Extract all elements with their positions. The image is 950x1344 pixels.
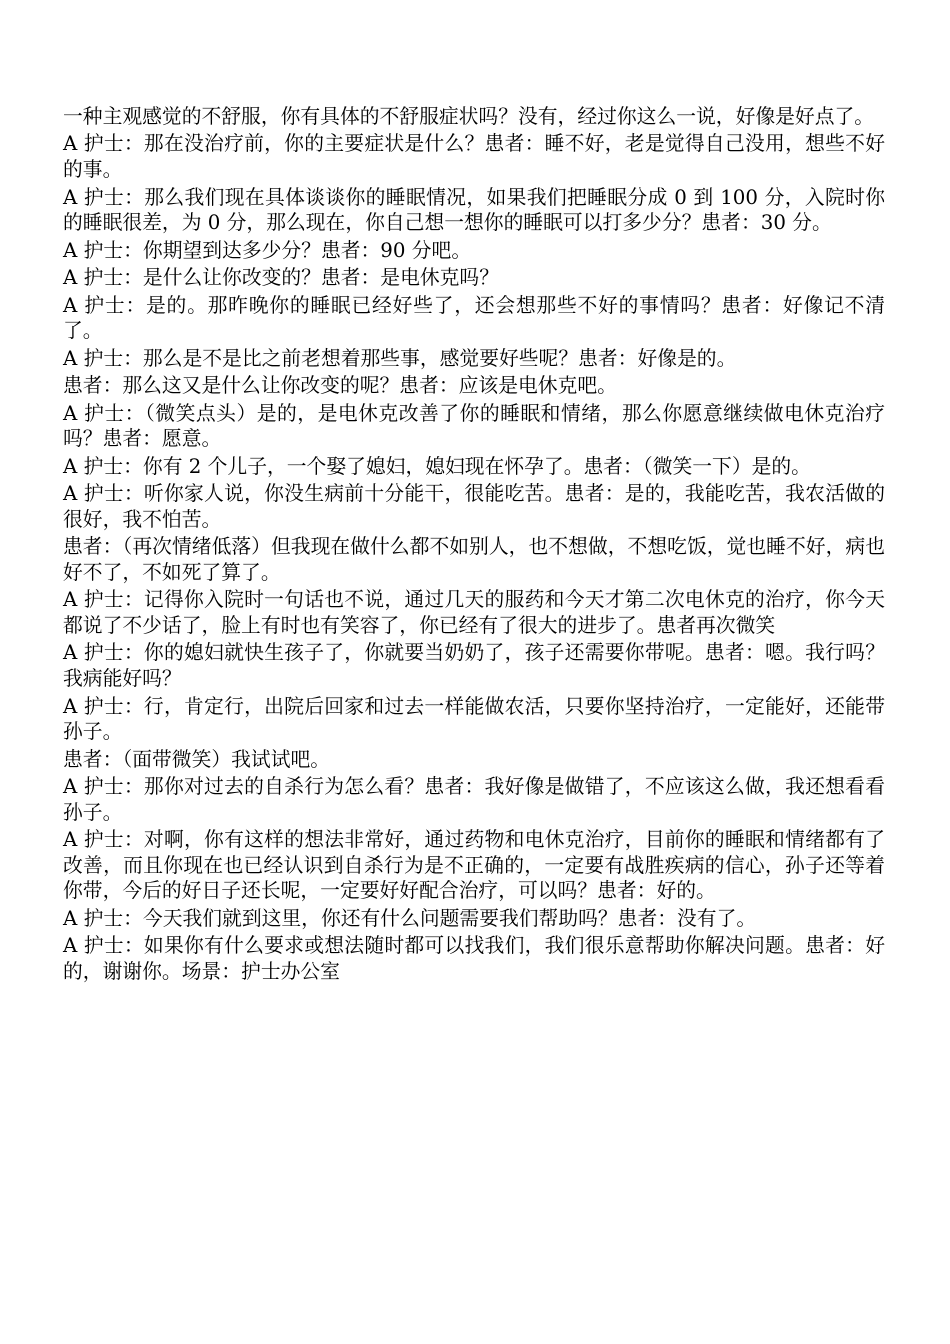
paragraph: A 护士：那在没治疗前，你的主要症状是什么？患者：睡不好，老是觉得自己没用，想些不好的事。 <box>63 132 885 182</box>
paragraph: A 护士：你的媳妇就快生孩子了，你就要当奶奶了，孩子还需要你带呢。患者：嗯。我行吗？我病能好吗？ <box>63 641 885 691</box>
document-body <box>63 104 885 986</box>
paragraph: A 护士：今天我们就到这里，你还有什么问题需要我们帮助吗？患者：没有了。 <box>63 906 757 930</box>
paragraph: A 护士：那么是不是比之前老想着那些事，感觉要好些呢？患者：好像是的。 <box>63 346 737 370</box>
paragraph: 患者：（面带微笑）我试试吧。 <box>63 747 331 771</box>
paragraph: 一种主观感觉的不舒服，你有具体的不舒服症状吗？没有，经过你这么一说，好像是好点了。 <box>63 105 875 128</box>
paragraph: A 护士：听你家人说，你没生病前十分能干，很能吃苦。患者：是的，我能吃苦，我农活做的很好，我不怕苦。 <box>63 482 885 531</box>
paragraph: A 护士：那么我们现在具体谈谈你的睡眠情况，如果我们把睡眠分成 0 到 100 分，入院时你的睡眠很差，为 0 分，那么现在，你自己想一想你的睡眠可以打多少分？患者：30 分。 <box>63 185 885 235</box>
paragraph: A 护士：记得你入院时一句话也不说，通过几天的服药和今天才第二次电休克的治疗，你今天都说了不少话了，脸上有时也有笑容了，你已经有了很大的进步了。患者再次微笑 <box>63 588 885 637</box>
paragraph: A 护士：对啊，你有这样的想法非常好，通过药物和电休克治疗，目前你的睡眠和情绪都有了改善，而且你现在也已经认识到自杀行为是不正确的，一定要有战胜疾病的信心，孙子还等着你带，今后的好日子还长呢，一定要好好配合治疗，可以吗？患者：好的。 <box>63 828 885 903</box>
paragraph: A 护士：是什么让你改变的？患者：是电休克吗？ <box>63 266 499 290</box>
paragraph: A 护士：那你对过去的自杀行为怎么看？患者：我好像是做错了，不应该这么做，我还想看看孙子。 <box>63 775 885 824</box>
paragraph: A 护士：行，肯定行，出院后回家和过去一样能做农活，只要你坚持治疗，一定能好，还能带孙子。 <box>63 694 885 744</box>
paragraph: A 护士：是的。那昨晚你的睡眠已经好些了，还会想那些不好的事情吗？患者：好像记不清了。 <box>63 293 885 343</box>
paragraph: A 护士：你有 2 个儿子，一个娶了媳妇，媳妇现在怀孕了。患者：（微笑一下）是的。 <box>63 454 811 478</box>
paragraph: 患者：那么这又是什么让你改变的呢？患者：应该是电休克吧。 <box>63 374 617 398</box>
paragraph: A 护士：（微笑点头）是的，是电休克改善了你的睡眠和情绪，那么你愿意继续做电休克治疗吗？患者：愿意。 <box>63 401 885 451</box>
paragraph: A 护士：如果你有什么要求或想法随时都可以找我们，我们很乐意帮助你解决问题。患者：好的，谢谢你。场景：护士办公室 <box>63 934 885 983</box>
paragraph: A 护士：你期望到达多少分？患者：90 分吧。 <box>63 238 472 262</box>
paragraph: 患者：（再次情绪低落）但我现在做什么都不如别人，也不想做，不想吃饭，觉也睡不好，病也好不了，不如死了算了。 <box>63 535 885 584</box>
